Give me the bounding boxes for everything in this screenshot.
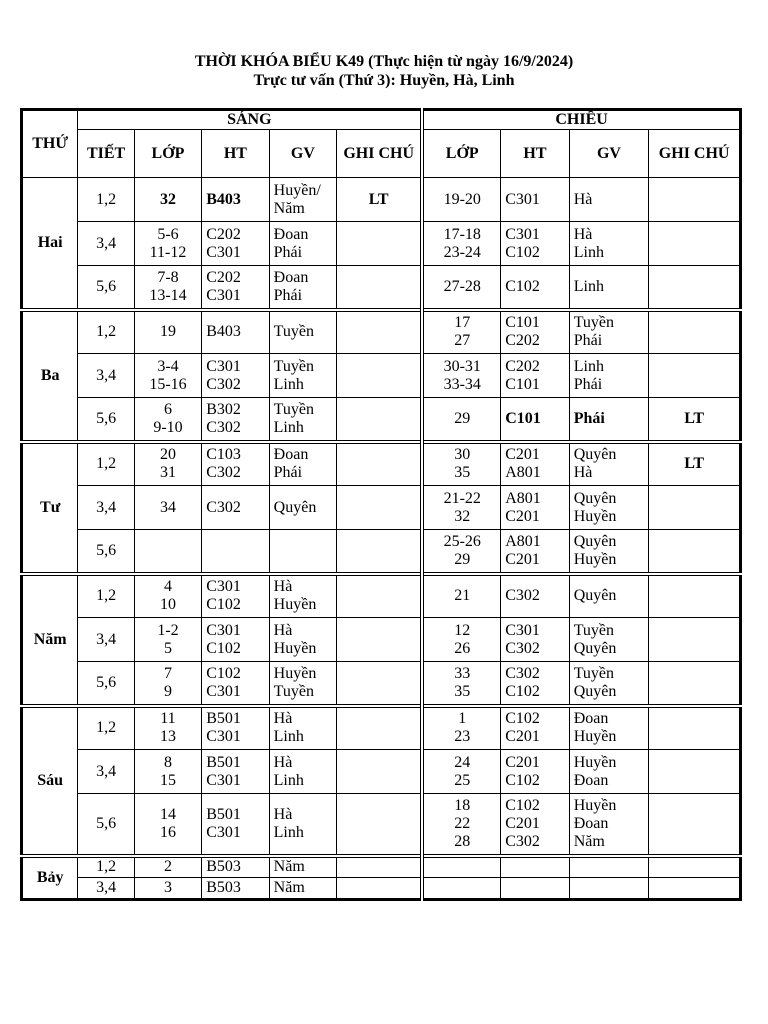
ht-chieu-cell: C302 C102 <box>501 662 569 706</box>
gv-cell: Hà Huyền <box>269 618 336 662</box>
ghichu-cell <box>337 486 423 530</box>
ht-cell: B403 <box>202 178 269 222</box>
ht-cell: C301 C302 <box>202 354 269 398</box>
gv-chieu-cell: Quyên <box>569 574 649 618</box>
ghichu-chieu-cell <box>649 222 741 266</box>
ht-cell: B501 C301 <box>202 794 269 856</box>
table-row <box>22 486 741 530</box>
ghichu-chieu-cell <box>649 662 741 706</box>
table-row <box>22 878 741 900</box>
gv-chieu-cell: Đoan Huyền <box>569 706 649 750</box>
ghichu-cell <box>337 878 423 900</box>
gv-chieu-cell: Quyên Hà <box>569 442 649 486</box>
lop-chieu-cell: 12 26 <box>422 618 501 662</box>
ht-cell: C302 <box>202 486 269 530</box>
ht-chieu-cell: C202 C101 <box>501 354 569 398</box>
table-row <box>22 310 741 354</box>
tiet-cell: 1,2 <box>78 442 134 486</box>
table-row <box>22 856 741 878</box>
ghichu-chieu-cell <box>649 856 741 878</box>
tiet-cell: 5,6 <box>78 530 134 574</box>
lop-chieu-cell: 21 <box>422 574 501 618</box>
gv-cell: Tuyền Linh <box>269 354 336 398</box>
ghichu-cell: LT <box>337 178 423 222</box>
lop-cell: 19 <box>134 310 201 354</box>
gv-chieu-cell: Quyên Huyền <box>569 530 649 574</box>
ht-cell: B503 <box>202 856 269 878</box>
ghichu-chieu-cell: LT <box>649 442 741 486</box>
ht-chieu-cell: C102 C201 C302 <box>501 794 569 856</box>
ghichu-cell <box>337 310 423 354</box>
day-cell: Bảy <box>22 856 78 900</box>
gv-chieu-cell: Tuyền Quyên <box>569 662 649 706</box>
tiet-cell: 5,6 <box>78 794 134 856</box>
ht-chieu-cell <box>501 856 569 878</box>
lop-chieu-cell: 17 27 <box>422 310 501 354</box>
ht-chieu-cell: C102 <box>501 266 569 310</box>
lop-chieu-cell <box>422 878 501 900</box>
gv-chieu-cell: Linh Phái <box>569 354 649 398</box>
ht-cell: C102 C301 <box>202 662 269 706</box>
ht-chieu-cell: C201 A801 <box>501 442 569 486</box>
lop-cell: 6 9-10 <box>134 398 201 442</box>
tiet-cell: 5,6 <box>78 662 134 706</box>
schedule-title: THỜI KHÓA BIỂU K49 (Thực hiện từ ngày 16/9/2024) <box>194 53 574 70</box>
ghichu-cell <box>337 398 423 442</box>
ghichu-cell <box>337 618 423 662</box>
tiet-cell: 1,2 <box>78 706 134 750</box>
lop-cell: 1-2 5 <box>134 618 201 662</box>
tiet-cell: 3,4 <box>78 878 134 900</box>
gv-chieu-cell: Linh <box>569 266 649 310</box>
table-row <box>22 530 741 574</box>
table-row <box>22 750 741 794</box>
header-thu: THỨ <box>22 110 78 178</box>
lop-cell: 3 <box>134 878 201 900</box>
gv-chieu-cell: Huyền Đoan Năm <box>569 794 649 856</box>
lop-chieu-cell: 24 25 <box>422 750 501 794</box>
table-row <box>22 354 741 398</box>
lop-cell: 7 9 <box>134 662 201 706</box>
gv-cell: Năm <box>269 878 336 900</box>
ghichu-chieu-cell <box>649 486 741 530</box>
lop-cell <box>134 530 201 574</box>
ghichu-chieu-cell <box>649 178 741 222</box>
gv-cell: Tuyền <box>269 310 336 354</box>
header-ghichu-chieu: GHI CHÚ <box>649 130 741 178</box>
table-row <box>22 794 741 856</box>
ht-chieu-cell: C101 <box>501 398 569 442</box>
day-cell: Tư <box>22 442 78 574</box>
ghichu-chieu-cell <box>649 706 741 750</box>
table-row <box>22 574 741 618</box>
tiet-cell: 1,2 <box>78 310 134 354</box>
lop-cell: 3-4 15-16 <box>134 354 201 398</box>
tiet-cell: 3,4 <box>78 354 134 398</box>
lop-cell: 7-8 13-14 <box>134 266 201 310</box>
ghichu-chieu-cell <box>649 574 741 618</box>
ghichu-cell <box>337 794 423 856</box>
timetable-body <box>22 178 741 900</box>
table-row <box>22 618 741 662</box>
header-ht: HT <box>202 130 269 178</box>
ht-cell: C301 C102 <box>202 618 269 662</box>
lop-cell: 5-6 11-12 <box>134 222 201 266</box>
gv-cell: Hà Huyền <box>269 574 336 618</box>
ghichu-cell <box>337 354 423 398</box>
ghichu-cell <box>337 574 423 618</box>
lop-chieu-cell: 1 23 <box>422 706 501 750</box>
header-chieu: CHIỀU <box>422 110 740 130</box>
ghichu-chieu-cell <box>649 794 741 856</box>
lop-chieu-cell <box>422 856 501 878</box>
ghichu-cell <box>337 856 423 878</box>
ht-cell: B403 <box>202 310 269 354</box>
day-cell: Năm <box>22 574 78 706</box>
header-gv: GV <box>269 130 336 178</box>
schedule-subtitle: Trực tư vấn (Thứ 3): Huyền, Hà, Linh <box>253 72 515 89</box>
ht-cell: C103 C302 <box>202 442 269 486</box>
ghichu-chieu-cell <box>649 354 741 398</box>
header-ghichu: GHI CHÚ <box>337 130 423 178</box>
ht-cell: B302 C302 <box>202 398 269 442</box>
header-gv-chieu: GV <box>569 130 649 178</box>
lop-chieu-cell: 27-28 <box>422 266 501 310</box>
lop-chieu-cell: 30 35 <box>422 442 501 486</box>
gv-cell: Năm <box>269 856 336 878</box>
gv-cell: Hà Linh <box>269 794 336 856</box>
header-tiet: TIẾT <box>78 130 134 178</box>
ghichu-chieu-cell <box>649 530 741 574</box>
ht-chieu-cell: C201 C102 <box>501 750 569 794</box>
ht-chieu-cell: C101 C202 <box>501 310 569 354</box>
header-ht-chieu: HT <box>501 130 569 178</box>
gv-chieu-cell <box>569 878 649 900</box>
header-lop: LỚP <box>134 130 201 178</box>
gv-cell: Đoan Phái <box>269 222 336 266</box>
table-row <box>22 442 741 486</box>
day-cell: Sáu <box>22 706 78 856</box>
ghichu-chieu-cell <box>649 878 741 900</box>
ghichu-chieu-cell <box>649 750 741 794</box>
ht-chieu-cell <box>501 878 569 900</box>
day-cell: Ba <box>22 310 78 442</box>
tiet-cell: 5,6 <box>78 266 134 310</box>
lop-chieu-cell: 30-31 33-34 <box>422 354 501 398</box>
table-row <box>22 222 741 266</box>
lop-cell: 20 31 <box>134 442 201 486</box>
ghichu-cell <box>337 266 423 310</box>
table-row <box>22 178 741 222</box>
gv-chieu-cell: Tuyền Quyên <box>569 618 649 662</box>
lop-chieu-cell: 18 22 28 <box>422 794 501 856</box>
header-lop-chieu: LỚP <box>422 130 501 178</box>
tiet-cell: 1,2 <box>78 574 134 618</box>
ghichu-chieu-cell <box>649 310 741 354</box>
ht-cell: C202 C301 <box>202 222 269 266</box>
timetable <box>20 108 742 901</box>
ht-cell: B501 C301 <box>202 750 269 794</box>
gv-cell: Đoan Phái <box>269 266 336 310</box>
tiet-cell: 1,2 <box>78 856 134 878</box>
gv-chieu-cell: Quyên Huyền <box>569 486 649 530</box>
lop-cell: 4 10 <box>134 574 201 618</box>
tiet-cell: 1,2 <box>78 178 134 222</box>
ghichu-chieu-cell <box>649 618 741 662</box>
gv-chieu-cell: Hà <box>569 178 649 222</box>
ghichu-cell <box>337 662 423 706</box>
lop-cell: 34 <box>134 486 201 530</box>
ht-chieu-cell: C102 C201 <box>501 706 569 750</box>
ghichu-cell <box>337 750 423 794</box>
tiet-cell: 3,4 <box>78 750 134 794</box>
gv-cell: Quyên <box>269 486 336 530</box>
lop-chieu-cell: 25-26 29 <box>422 530 501 574</box>
ghichu-cell <box>337 442 423 486</box>
ht-chieu-cell: C301 <box>501 178 569 222</box>
lop-cell: 8 15 <box>134 750 201 794</box>
ghichu-cell <box>337 530 423 574</box>
ht-cell: C202 C301 <box>202 266 269 310</box>
ghichu-cell <box>337 222 423 266</box>
ht-chieu-cell: A801 C201 <box>501 530 569 574</box>
gv-chieu-cell <box>569 856 649 878</box>
gv-cell: Hà Linh <box>269 750 336 794</box>
gv-cell: Huyền Tuyền <box>269 662 336 706</box>
ghichu-chieu-cell: LT <box>649 398 741 442</box>
ht-chieu-cell: C301 C102 <box>501 222 569 266</box>
header-sang: SÁNG <box>78 110 422 130</box>
gv-cell: Huyền/ Năm <box>269 178 336 222</box>
gv-cell <box>269 530 336 574</box>
lop-chieu-cell: 17-18 23-24 <box>422 222 501 266</box>
tiet-cell: 3,4 <box>78 486 134 530</box>
ghichu-cell <box>337 706 423 750</box>
gv-chieu-cell: Tuyền Phái <box>569 310 649 354</box>
lop-cell: 32 <box>134 178 201 222</box>
gv-cell: Đoan Phái <box>269 442 336 486</box>
ghichu-chieu-cell <box>649 266 741 310</box>
lop-chieu-cell: 29 <box>422 398 501 442</box>
table-row <box>22 706 741 750</box>
lop-cell: 2 <box>134 856 201 878</box>
tiet-cell: 5,6 <box>78 398 134 442</box>
gv-chieu-cell: Phái <box>569 398 649 442</box>
gv-cell: Tuyền Linh <box>269 398 336 442</box>
lop-chieu-cell: 21-22 32 <box>422 486 501 530</box>
ht-cell <box>202 530 269 574</box>
gv-chieu-cell: Huyền Đoan <box>569 750 649 794</box>
tiet-cell: 3,4 <box>78 222 134 266</box>
lop-chieu-cell: 33 35 <box>422 662 501 706</box>
table-row <box>22 266 741 310</box>
ht-cell: C301 C102 <box>202 574 269 618</box>
lop-chieu-cell: 19-20 <box>422 178 501 222</box>
day-cell: Hai <box>22 178 78 310</box>
ht-cell: B501 C301 <box>202 706 269 750</box>
ht-chieu-cell: C302 <box>501 574 569 618</box>
lop-cell: 11 13 <box>134 706 201 750</box>
tiet-cell: 3,4 <box>78 618 134 662</box>
ht-chieu-cell: A801 C201 <box>501 486 569 530</box>
ht-cell: B503 <box>202 878 269 900</box>
ht-chieu-cell: C301 C302 <box>501 618 569 662</box>
lop-cell: 14 16 <box>134 794 201 856</box>
gv-chieu-cell: Hà Linh <box>569 222 649 266</box>
table-row <box>22 662 741 706</box>
gv-cell: Hà Linh <box>269 706 336 750</box>
table-row <box>22 398 741 442</box>
